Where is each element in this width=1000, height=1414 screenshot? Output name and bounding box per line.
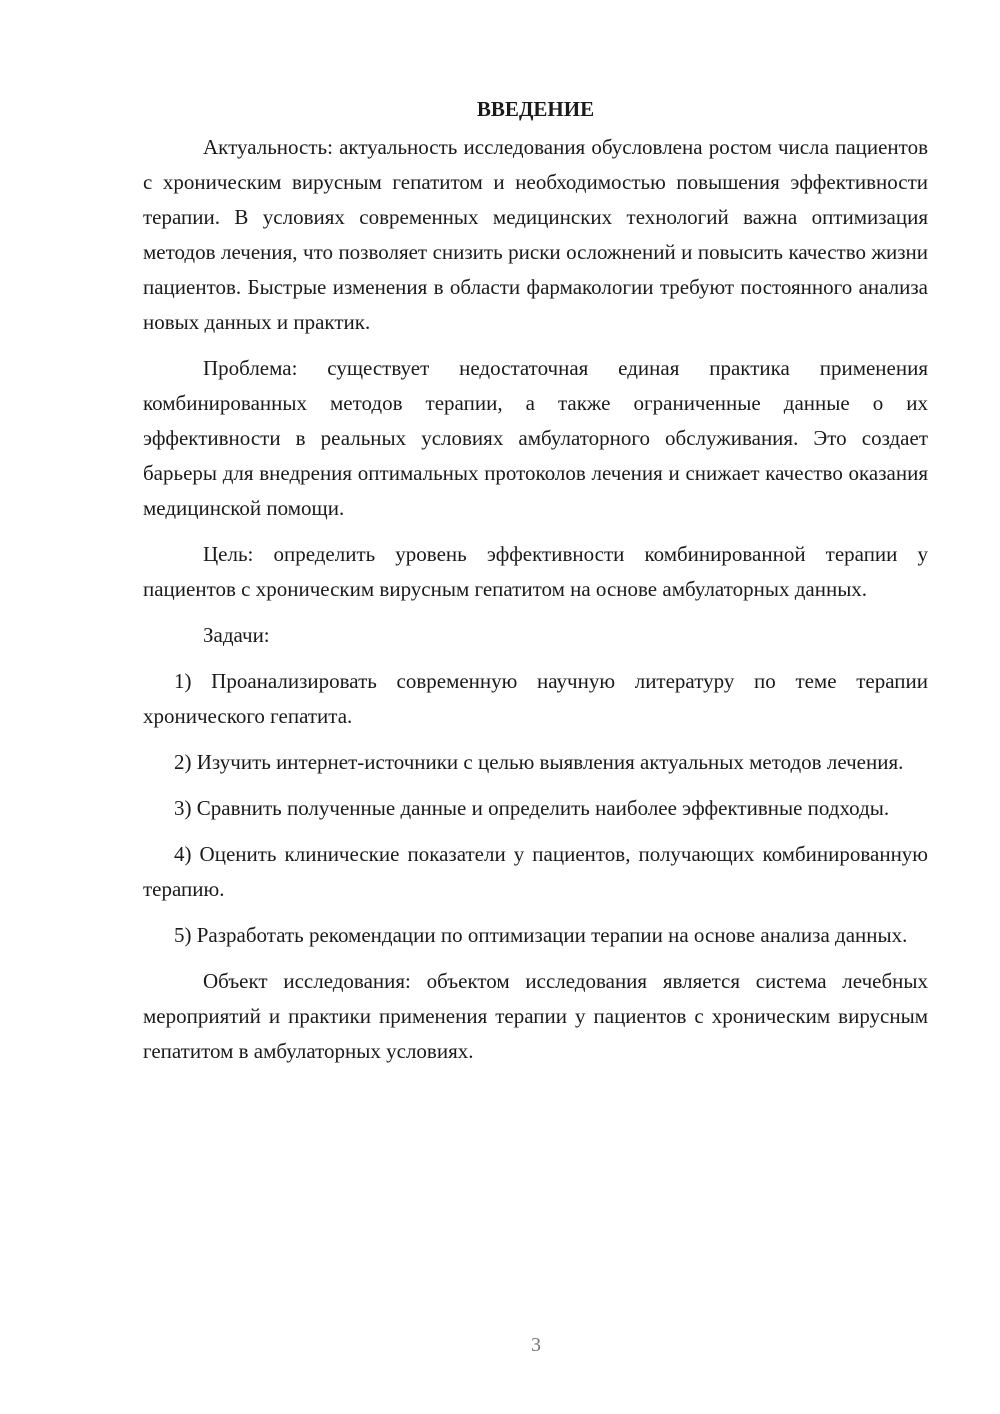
task-item-5: 5) Разработать рекомендации по оптимизации терапии на основе анализа данных. xyxy=(174,923,908,947)
section-title: ВВЕДЕНИЕ xyxy=(476,97,595,121)
page-number: 3 xyxy=(531,1334,541,1356)
problem-paragraph: Проблема: существует недостаточная единая практика применения комбинированных методов терапии, а также ограниченные данные о их эффективности в реальных условиях амбулаторного обслуживания. Это создает барьеры для внедрения оптимальных протоколов лечения и снижает качество оказания медицинской помощи. xyxy=(143,356,928,520)
object-paragraph: Объект исследования: объектом исследования является система лечебных мероприятий и практики применения терапии у пациентов с хроническим вирусным гепатитом в амбулаторных условиях. xyxy=(143,969,928,1063)
task-item-1: 1) Проанализировать современную научную литературу по теме терапии хронического гепатита. xyxy=(143,669,928,728)
task-item-2: 2) Изучить интернет-источники с целью выявления актуальных методов лечения. xyxy=(174,750,904,774)
tasks-label: Задачи: xyxy=(203,623,270,647)
relevance-paragraph: Актуальность: актуальность исследования обусловлена ростом числа пациентов с хроническим вирусным гепатитом и необходимостью повышения эффективности терапии. В условиях современных медицинских технологий важна оптимизация методов лечения, что позволяет снизить риски осложнений и повысить качество жизни пациентов. Быстрые изменения в области фармакологии требуют постоянного анализа новых данных и практик. xyxy=(143,135,928,334)
goal-paragraph: Цель: определить уровень эффективности комбинированной терапии у пациентов с хроническим вирусным гепатитом на основе амбулаторных данных. xyxy=(143,542,928,601)
task-item-4: 4) Оценить клинические показатели у пациентов, получающих комбинированную терапию. xyxy=(143,842,928,901)
document-page xyxy=(143,92,928,1080)
task-item-3: 3) Сравнить полученные данные и определить наиболее эффективные подходы. xyxy=(174,796,890,820)
